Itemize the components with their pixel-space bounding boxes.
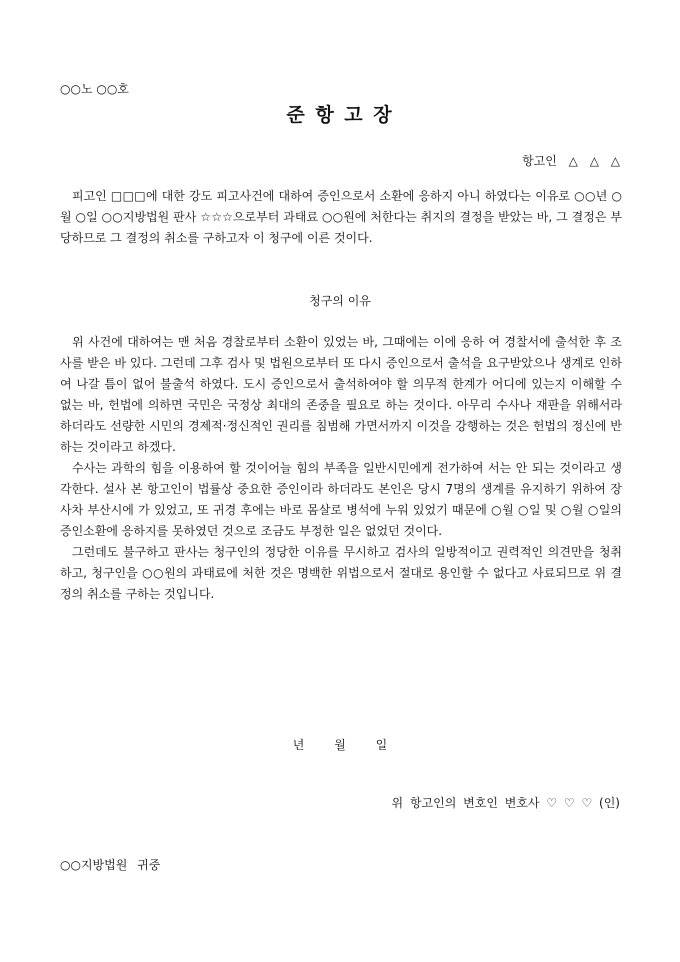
reason-paragraph: 수사는 과학의 힘을 이용하여 할 것이어늘 힘의 부족을 일반시민에게 전가하여 서는 안 되는 것이라고 생각한다. 설사 본 항고인이 법률상 중요한 증인이라 하더라도 본인은 당시 7명의 생계를 유지하기 위하여 장사차 부산시에 가 있었고, 또 귀경 후에는 바로 몸살로 병석에 누워 있었기 때문에 ○월 ○일 및 ○월 ○일의 증인소환에 응하지를 못하였던 것으로 조금도 부정한 일은 없었던 것이다.: [60, 461, 622, 538]
reason-paragraph: 그런데도 불구하고 판사는 청구인의 정당한 이유를 무시하고 검사의 일방적이고 권력적인 의견만을 청취하고, 청구인을 ○○원의 과태료에 처한 것은 명백한 위법으로서 절대로 용인할 수 없다고 사료되므로 위 결정의 취소를 구하는 것입니다.: [60, 545, 622, 601]
section-heading: 청구의 이유: [309, 294, 371, 308]
case-number: ○○노 ○○호: [60, 82, 129, 96]
appellant-line: 항고인 △ △ △: [522, 154, 620, 168]
reason-paragraph: 위 사건에 대하여는 맨 처음 경찰로부터 소환이 있었는 바, 그때에는 이에 응하 여 경찰서에 출석한 후 조사를 받은 바 있다. 그런데 그후 검사 및 법원으로부터 또 다시 증인으로서 출석을 요구받았으나 생계로 인하여 나갈 틈이 없어 불출석 하였다. 도시 증인으로서 출석하여야 할 의무적 한계가 어디에 있는지 이해할 수 없는 바, 헌법에 의하면 국민은 국정상 최대의 존중을 필요로 하는 것이다. 아무리 수사나 재판을 위해서라 하더라도 선량한 시민의 경제적·정신적인 권리를 침범해 가면서까지 이것을 강행하는 것은 헌법의 정신에 반하는 것이라고 하겠다.: [60, 335, 622, 454]
date-line: 년 월 일: [292, 738, 388, 752]
signature-line: 위 항고인의 변호인 변호사 ♡ ♡ ♡ (인): [391, 796, 620, 810]
court-addressee: ○○지방법원 귀중: [60, 858, 161, 872]
document-title: 준 항 고 장: [286, 104, 394, 126]
reasons-body: [60, 332, 622, 605]
intro-paragraph: 피고인 □□□에 대한 강도 피고사건에 대하여 증인으로서 소환에 응하지 아니 하였다는 이유로 ○○년 ○월 ○일 ○○지방법원 판사 ☆☆☆으로부터 과태료 ○○원에 처한다는 취지의 결정을 받았는 바, 그 결정은 부당하므로 그 결정의 취소를 구하고자 이 청구에 이른 것이다.: [60, 189, 622, 245]
